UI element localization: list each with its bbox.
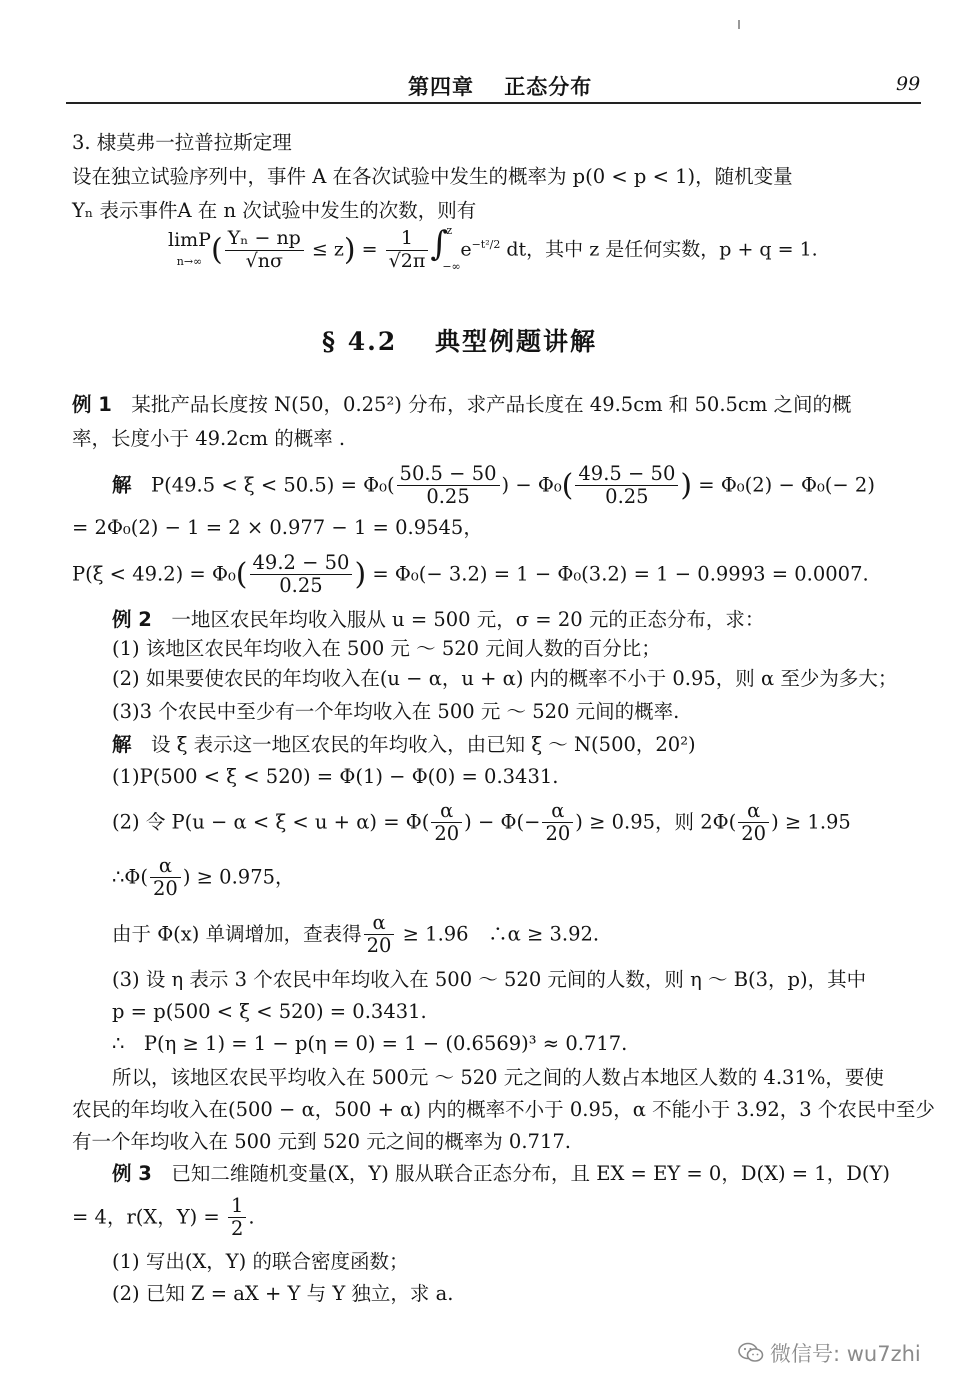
example-3-line-1: 例 3 已知二维随机变量(X，Y) 服从联合正态分布，且 EX = EY = 0，D(X) = 1，D(Y) (112, 1162, 890, 1185)
solution-label: 解 (112, 473, 132, 497)
example-1-solution-1: 解 P(49.5 < ξ < 50.5) = Φ₀( $\frac{50.5 - 50}{0.25}$ ) − Φ₀( $\frac{49.5 - 50}{0.25}$ ) = Φ₀(2) − Φ₀(− 2) (112, 462, 875, 509)
chapter-heading: 第四章 正态分布 (408, 74, 593, 99)
example-1-line-1: 例 1 某批产品长度按 N(50，0.25²) 分布，求产品长度在 49.5cm 和 50.5cm 之间的概 (72, 393, 852, 416)
header-rule (66, 102, 921, 104)
example-2-conclusion-2: 农民的年均收入在(500 − α，500 + α) 内的概率不小于 0.95，α 不能小于 3.92，3 个农民中至少 (72, 1098, 935, 1121)
standardized-fraction: $\frac{\text{Yₙ − np}}{√n\sigma}$ (225, 228, 304, 273)
example-2-question-1: (1) 该地区农民年均收入在 500 元 ～ 520 元间人数的百分比； (112, 637, 661, 660)
example-2-solution-intro: 解 设 ξ 表示这一地区农民的年均收入，由已知 ξ ～ N(500，20²) (112, 733, 696, 756)
example-2-question-3: (3)3 个农民中至少有一个年均收入在 500 元 ～ 520 元间的概率. (112, 700, 680, 723)
example-2-step-2: (2) 令 P(u − α < ξ < u + α) = Φ( $\frac{\alpha}{20}$ ) − Φ(− $\frac{\alpha}{20}$ ) ≥ 0.95，则 2Φ( $\frac{\alpha}{20}$ ) ≥ 1.95 (112, 799, 851, 846)
example-2-question-2: (2) 如果要使农民的年均收入在(u − α，u + α) 内的概率不小于 0.95，则 α 至少为多大； (112, 667, 898, 690)
example-2-conclusion-3: 有一个年均收入在 500 元到 520 元之间的概率为 0.717. (72, 1130, 571, 1153)
example-2-conclusion-1: 所以，该地区农民平均收入在 500元 ～ 520 元之间的人数占本地区人数的 4.31%，要使 (112, 1066, 884, 1089)
example-3-line-2: = 4，r(X，Y) = $\frac{1}{2}$ . (72, 1194, 255, 1241)
normal-constant-fraction: $\frac{1}{√2\pi}$ (386, 228, 429, 273)
theorem-title: 3. 棣莫弗一拉普拉斯定理 (72, 131, 292, 154)
example-2-intro: 例 2 一地区农民年均收入服从 u = 500 元，σ = 20 元的正态分布，求： (112, 608, 765, 631)
example-3-question-2: (2) 已知 Z = aX + Y 与 Y 独立，求 a. (112, 1282, 454, 1305)
example-2-label: 例 2 (112, 608, 152, 631)
integral-sign: ∫ z −∞ (430, 224, 461, 274)
example-1-label: 例 1 (72, 393, 112, 416)
example-1-line-2: 率，长度小于 49.2cm 的概率 . (72, 427, 346, 450)
example-1-solution-3: P(ξ < 49.2) = Φ₀( $\frac{49.2 - 50}{0.25}$ ) = Φ₀(− 3.2) = 1 − Φ₀(3.2) = 1 − 0.9993 = 0.0007. (72, 551, 869, 598)
example-2-step-1: (1)P(500 < ξ < 520) = Φ(1) − Φ(0) = 0.3431. (112, 765, 559, 788)
example-3-label: 例 3 (112, 1162, 152, 1185)
theorem-line-1: 设在独立试验序列中，事件 A 在各次试验中发生的概率为 p(0 < p < 1)，随机变量 (72, 165, 793, 188)
example-2-step-6: p = p(500 < ξ < 520) = 0.3431. (112, 1000, 427, 1023)
example-1-solution-2: = 2Φ₀(2) − 1 = 2 × 0.977 − 1 = 0.9545， (72, 516, 483, 539)
wechat-icon (738, 1342, 764, 1369)
limit-operator: limP n→∞ (168, 229, 211, 269)
limit-formula: limP n→∞ ( $\frac{\text{Yₙ − np}}{√n\sigma}$ ≤ z) = $\frac{1}{√2\pi}$ ∫ z −∞ $e^{-t^2/2}$ dt，其中 z 是任何实数，p + q = 1. (168, 224, 818, 274)
section-title: § 4.2 典型例题讲解 (322, 327, 597, 356)
example-2-step-7: ∴ P(η ≥ 1) = 1 − p(η = 0) = 1 − (0.6569)³ ≈ 0.717. (112, 1032, 628, 1055)
page-number: 99 (896, 73, 921, 95)
wechat-watermark (738, 1338, 921, 1369)
theorem-line-2: Yₙ 表示事件A 在 n 次试验中发生的次数，则有 (72, 199, 477, 222)
example-3-question-1: (1) 写出(X，Y) 的联合密度函数； (112, 1250, 409, 1273)
scan-mark (738, 20, 740, 29)
watermark-text: 微信号: wu7zhi (770, 1342, 921, 1366)
example-2-step-5: (3) 设 η 表示 3 个农民中年均收入在 500 ～ 520 元间的人数，则 η ～ B(3，p)，其中 (112, 968, 867, 991)
example-2-step-3: ∴Φ( $\frac{\alpha}{20}$ ) ≥ 0.975， (112, 854, 295, 901)
example-2-step-4: 由于 Φ(x) 单调增加，查表得 $\frac{\alpha}{20}$ ≥ 1.96 ∴α ≥ 3.92. (112, 911, 600, 958)
